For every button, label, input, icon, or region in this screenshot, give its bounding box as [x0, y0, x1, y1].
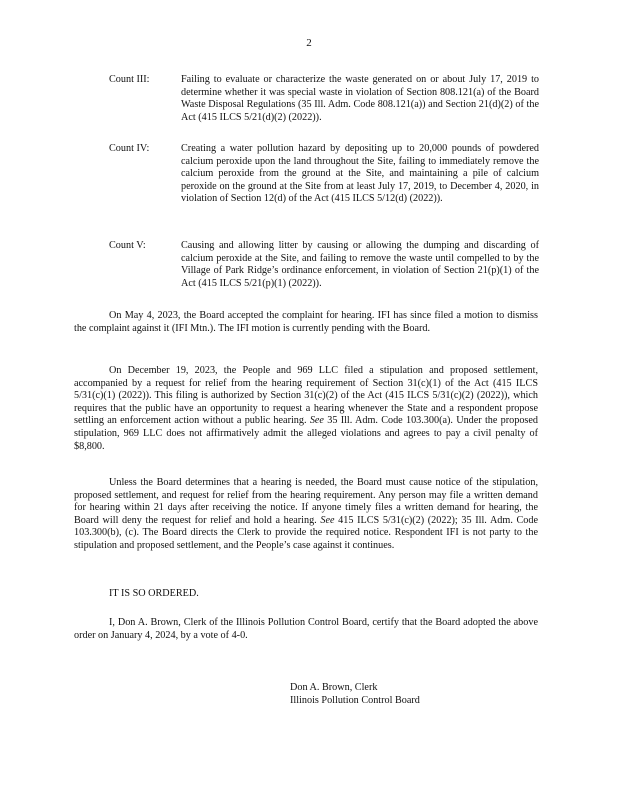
count-text: Causing and allowing litter by causing or allowing the dumping and discarding of calcium peroxide at the Site, and failing to remove the waste until compelled to by the Village of Park Ridge’s ordinance enforcement, in violation of Section 21(p)(1) of the Act (415 ILCS 5/21(p)(1) (2022)).: [181, 240, 539, 289]
count-label: Count III:: [109, 74, 150, 85]
count-iv: [109, 143, 539, 206]
paragraph-text: 35 Ill. Adm. Code 103.300(a). Under the proposed stipulation, 969 LLC does not affirmatively admit the alleged violations and agrees to pay a civil penalty of $8,800.: [74, 415, 539, 452]
paragraph-text: Unless the Board determines that a hearing is needed, the Board must cause notice of the stipulation, proposed settlement, and request for relief from the hearing requirement. Any person may file a written demand for hearing within 21 days after receiving the notice. If anyone timely files a written demand for hearing, the Board will deny the request for relief and hold a hearing.: [74, 477, 538, 526]
count-text: Failing to evaluate or characterize the waste generated on or about July 17, 2019 to determine whether it was special waste in violation of Section 808.121(a) of the Board Waste Disposal Regulations (35 Ill. Adm. Code 808.121(a)) and Section 21(d)(2) of the Act (415 ILCS 5/21(d)(2) (2022)).: [181, 74, 539, 123]
count-label: Count IV:: [109, 143, 150, 154]
see-signal: See: [320, 514, 335, 526]
paragraph-text: 415 ILCS 5/31(c)(2) (2022); 35 Ill. Adm. Code 103.300(b), (c). The Board directs the Clerk to provide the required notice. Respondent IFI is not party to the stipulation and proposed settlement, and the People’s case against it continues.: [74, 514, 539, 551]
page-number: 2: [306, 37, 312, 49]
paragraph-stipulation: [74, 365, 538, 453]
order-statement: IT IS SO ORDERED.: [109, 588, 199, 599]
see-signal: See: [309, 415, 324, 427]
paragraph-notice: [74, 477, 538, 553]
paragraph-complaint: On May 4, 2023, the Board accepted the complaint for hearing. IFI has since filed a motion to dismiss the complaint against it (IFI Mtn.). The IFI motion is currently pending with the Board.: [74, 310, 538, 334]
signature-name: Don A. Brown, Clerk: [290, 682, 378, 693]
signature-organization: Illinois Pollution Control Board: [290, 695, 420, 706]
clerk-certification: I, Don A. Brown, Clerk of the Illinois Pollution Control Board, certify that the Board adopted the above order on January 4, 2024, by a vote of 4-0.: [74, 617, 538, 641]
count-label: Count V:: [109, 240, 146, 251]
count-v: [109, 240, 539, 290]
count-text: Creating a water pollution hazard by depositing up to 20,000 pounds of powdered calcium peroxide upon the land throughout the Site, failing to immediately remove the calcium peroxide from the ground at the Site, and maintaining a pile of calcium peroxide on the ground at the Site from at least July 17, 2019, to December 4, 2020, in violation of Section 12(d) of the Act (415 ILCS 5/12(d) (2022)).: [181, 143, 539, 205]
paragraph-text: On December 19, 2023, the People and 969 LLC filed a stipulation and proposed settlement, accompanied by a request for relief from the hearing requirement of Section 31(c)(1) of the Act (415 ILCS 5/31(c)(1) (2022)). This filing is authorized by Section 31(c)(2) of the Act (415 ILCS 5/31(c)(2) (2022)), which requires that the public have an opportunity to request a hearing whenever the State and a respondent propose settling an enforcement action without a public hearing.: [74, 365, 538, 427]
count-iii: [109, 74, 539, 124]
